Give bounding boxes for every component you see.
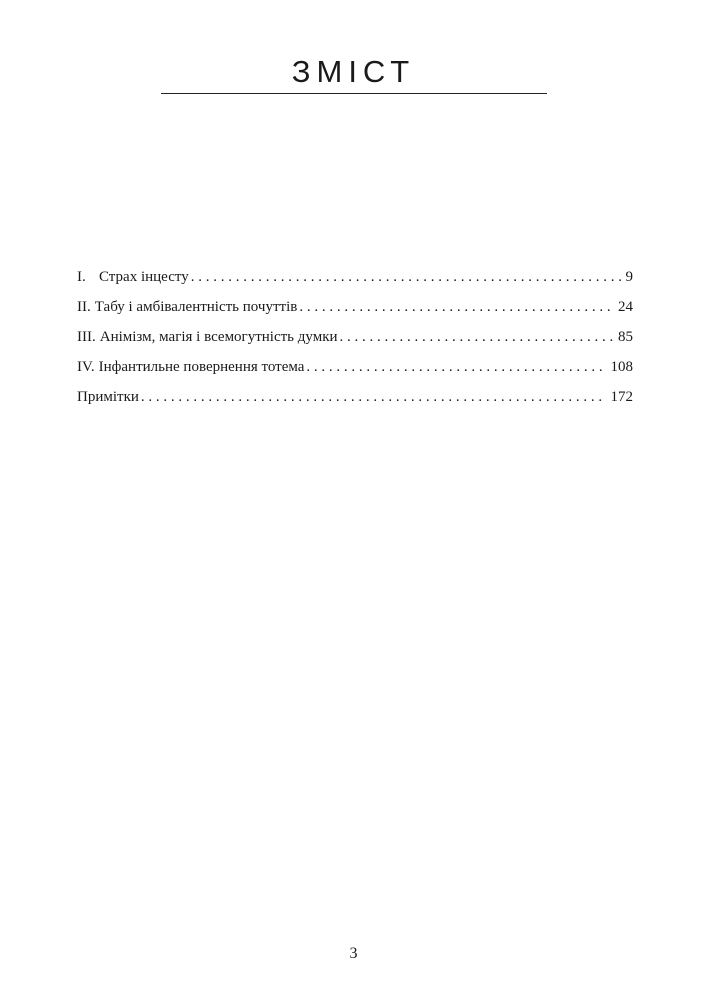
page-number: 3 <box>349 945 358 962</box>
toc-entry-label <box>77 262 189 292</box>
toc-entry-label <box>77 382 139 412</box>
toc-entry-1 <box>77 262 633 292</box>
toc-entry-title: Анімізм, магія і всемогутність думки <box>99 329 338 345</box>
toc-leader-dots <box>299 292 614 322</box>
toc-leader-dots <box>306 352 606 382</box>
toc-leader-dots <box>340 322 614 352</box>
toc-entry-page: 85 <box>618 329 633 345</box>
table-of-contents <box>77 262 633 412</box>
toc-entry-number: II. <box>77 299 91 315</box>
toc-entry-page: 24 <box>618 299 633 315</box>
toc-entry-4 <box>77 352 633 382</box>
toc-entry-page: 9 <box>625 269 633 285</box>
toc-leader-dots <box>191 262 622 292</box>
toc-entry-number: IV. <box>77 359 95 375</box>
toc-entry-page: 172 <box>610 389 633 405</box>
toc-entry-number: I. <box>77 269 86 285</box>
toc-entry-page: 108 <box>610 359 633 375</box>
toc-entry-label <box>77 322 338 352</box>
toc-entry-number: III. <box>77 329 96 345</box>
toc-leader-dots <box>141 382 607 412</box>
toc-entry-2 <box>77 292 633 322</box>
toc-entry-label <box>77 352 304 382</box>
toc-entry-title: Страх інцесту <box>99 269 189 285</box>
toc-entry-title: Примітки <box>77 389 139 405</box>
toc-entry-3 <box>77 322 633 352</box>
title-rule <box>161 93 547 94</box>
toc-entry-5 <box>77 382 633 412</box>
toc-entry-title: Інфантильне повернення тотема <box>98 359 305 375</box>
page-title: ЗМІСТ <box>291 54 416 89</box>
toc-entry-title: Табу і амбівалентність почуттів <box>94 299 298 315</box>
toc-entry-label <box>77 292 297 322</box>
